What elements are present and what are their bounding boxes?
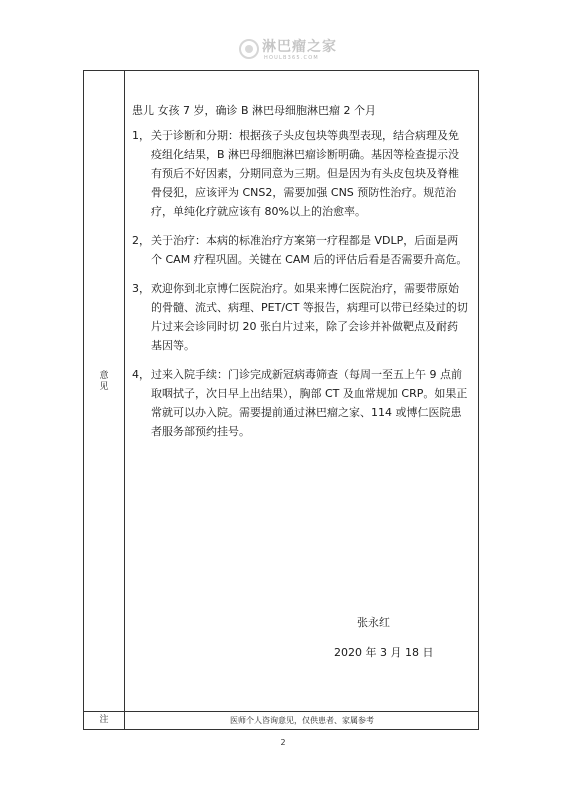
logo-subtext: HOULB365.COM xyxy=(264,55,319,61)
paragraph-number: 3， xyxy=(132,282,150,295)
opinion-label: 意见 xyxy=(99,371,109,392)
opinion-paragraph-admission xyxy=(132,365,468,441)
column-divider xyxy=(124,71,125,729)
opinion-content xyxy=(132,101,468,451)
note-text: 医师个人咨询意见，仅供患者、家属参考 xyxy=(230,716,374,725)
consultation-form xyxy=(83,70,479,730)
opinion-paragraph-hospital xyxy=(132,279,468,355)
page-number: 2 xyxy=(280,738,286,747)
paragraph-number: 4， xyxy=(132,368,150,381)
patient-summary: 患儿 女孩 7 岁，确诊 B 淋巴母细胞淋巴瘤 2 个月 xyxy=(132,104,377,117)
paragraph-text: 欢迎你到北京博仁医院治疗。如果来博仁医院治疗，需要带原始的骨髓、流式、病理、PET/CT 等报告，病理可以带已经染过的切片过来会诊同时切 20 张白片过来，除了会诊并补做靶点及耐药基因等。 xyxy=(151,282,468,352)
paragraph-number: 2， xyxy=(132,234,150,247)
opinion-paragraph-treatment xyxy=(132,231,468,269)
site-logo xyxy=(238,36,348,66)
opinion-paragraph-diagnosis xyxy=(132,126,468,221)
lymphoma-home-logo-icon xyxy=(238,38,260,60)
doctor-signature: 张永红 xyxy=(357,616,390,629)
logo-text: 淋巴瘤之家 xyxy=(262,39,337,55)
paragraph-text: 过来入院手续：门诊完成新冠病毒筛查（每周一至五上午 9 点前取咽拭子，次日早上出结果），胸部 CT 及血常规加 CRP。如果正常就可以办入院。需要提前通过淋巴瘤之家、114 或博仁医院患者服务部预约挂号。 xyxy=(151,368,468,438)
note-label: 注 xyxy=(99,715,109,725)
paragraph-number: 1， xyxy=(132,129,150,142)
paragraph-text: 关于诊断和分期：根据孩子头皮包块等典型表现，结合病理及免疫组化结果，B 淋巴母细胞淋巴瘤诊断明确。基因等检查提示没有预后不好因素，分期同意为三期。但是因为有头皮包块及脊椎骨侵犯，应该评为 CNS2，需要加强 CNS 预防性治疗。规范治疗，单纯化疗就应该有 80%以上的治愈率。 xyxy=(151,129,460,218)
signature-date: 2020 年 3 月 18 日 xyxy=(334,646,434,659)
paragraph-text: 关于治疗：本病的标准治疗方案第一疗程都是 VDLP，后面是两个 CAM 疗程巩固。关键在 CAM 后的评估后看是否需要升高危。 xyxy=(151,234,468,266)
